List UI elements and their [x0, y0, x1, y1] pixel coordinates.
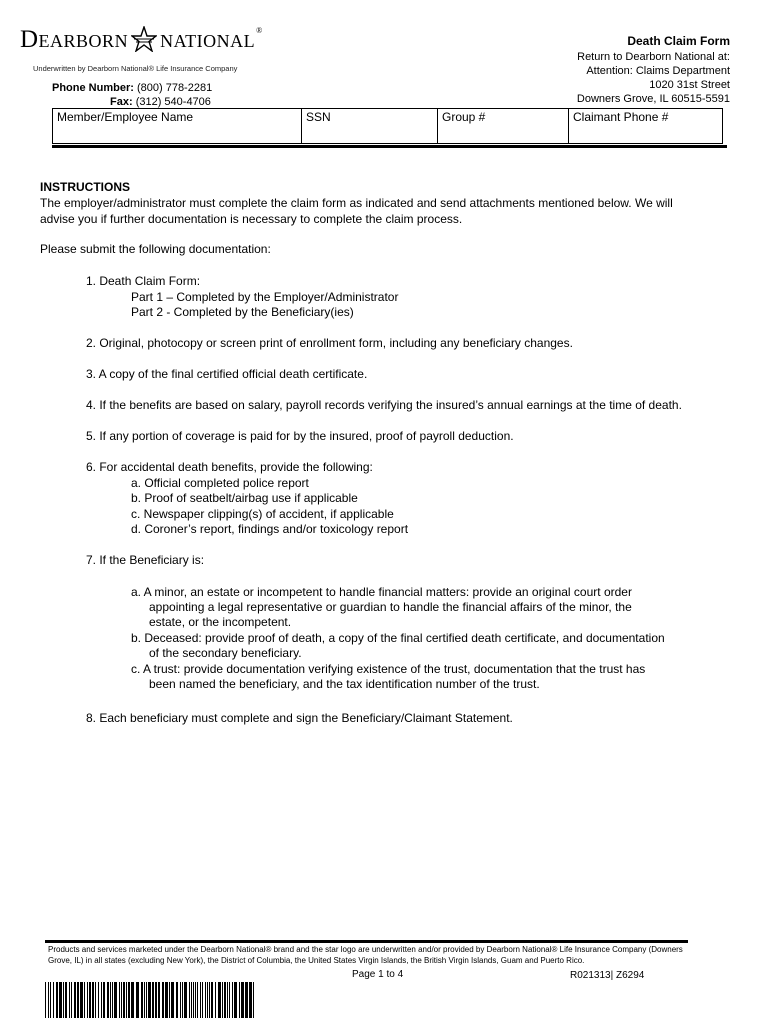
footer-divider — [45, 940, 688, 943]
sub-item: c. Newspaper clipping(s) of accident, if applicable — [131, 507, 394, 521]
sub-item: a. Official completed police report — [131, 476, 309, 490]
return-line: Return to Dearborn National at: — [577, 51, 730, 63]
return-line: Downers Grove, IL 60515-5591 — [576, 93, 730, 105]
list-item: 1. Death Claim Form: — [86, 274, 201, 288]
list-item: 6. For accidental death benefits, provide the following: — [86, 460, 373, 474]
list-item: 5. If any portion of coverage is paid for by the insured, proof of payroll deduction. — [86, 429, 514, 443]
sub-item-continued: been named the beneficiary, and the tax identification number of the trust. — [149, 677, 540, 691]
sub-item-continued: of the secondary beneficiary. — [149, 646, 302, 660]
return-line: 1020 31st Street — [649, 79, 730, 91]
logo-text-right: national — [160, 26, 256, 53]
page-number: Page 1 to 4 — [352, 969, 404, 980]
fax-value: (312) 540-4706 — [135, 96, 211, 108]
sub-item-continued: estate, or the incompetent. — [149, 615, 292, 629]
instructions-title: INSTRUCTIONS — [40, 180, 130, 194]
list-item: 7. If the Beneficiary is: — [86, 553, 205, 567]
sub-item: a. A minor, an estate or incompetent to handle financial matters: provide an original court order — [131, 585, 632, 599]
sub-item: b. Proof of seatbelt/airbag use if applicable — [131, 491, 358, 505]
phone-line — [52, 82, 212, 94]
member-name-label: Member/Employee Name — [57, 110, 194, 124]
intro-line: advise you if further documentation is necessary to complete the claim process. — [40, 212, 463, 226]
return-address-block — [577, 34, 730, 106]
divider — [52, 145, 727, 148]
form-title: Death Claim Form — [627, 34, 730, 48]
fax-label: Fax: — [110, 96, 133, 108]
phone-value: (800) 778-2281 — [136, 82, 213, 94]
sub-item: Part 2 - Completed by the Beneficiary(ies) — [131, 305, 354, 319]
star-logo-icon — [131, 26, 157, 52]
claimant-phone-label: Claimant Phone # — [573, 110, 669, 124]
phone-label: Phone Number: — [52, 82, 134, 94]
group-number-field[interactable] — [438, 109, 569, 143]
intro-line: The employer/administrator must complete the claim form as indicated and send attachments mentioned below. We will — [40, 196, 673, 210]
list-item: 4. If the benefits are based on salary, payroll records verifying the insured’s annual earnings at the time of death. — [86, 398, 682, 412]
group-number-label: Group # — [442, 110, 486, 124]
sub-item: Part 1 – Completed by the Employer/Administrator — [131, 290, 399, 304]
list-item: 2. Original, photocopy or screen print of enrollment form, including any beneficiary changes. — [86, 336, 573, 350]
sub-item: d. Coroner’s report, findings and/or toxicology report — [131, 522, 409, 536]
footer-disclaimer: Products and services marketed under the Dearborn National® brand and the star logo are underwritten and/or provided by Dearborn National® Life Insurance Company (Downers Grove, IL) in all states (excluding New York), the District of Columbia, the United States Virgin Islands, the British Virgin Islands, Guam and Puerto Rico. — [48, 945, 683, 965]
fax-line — [110, 96, 211, 108]
list-item: 8. Each beneficiary must complete and sign the Beneficiary/Claimant Statement. — [86, 711, 513, 725]
underwritten-by: Underwritten by Dearborn National® Life Insurance Company — [33, 64, 238, 73]
sub-item-continued: appointing a legal representative or guardian to handle the financial affairs of the minor, the — [149, 600, 632, 614]
ssn-label: SSN — [306, 110, 331, 124]
return-line: Attention: Claims Department — [586, 65, 730, 77]
logo-text-left: Dearborn — [20, 26, 129, 53]
submit-line: Please submit the following documentation: — [40, 242, 271, 256]
ssn-field[interactable] — [302, 109, 438, 143]
claimant-phone-field[interactable] — [569, 109, 722, 143]
list-item: 3. A copy of the final certified official death certificate. — [86, 367, 368, 381]
claimant-info-table — [52, 108, 723, 144]
sub-item: b. Deceased: provide proof of death, a copy of the final certified death certificate, and documentation — [131, 631, 665, 645]
form-code: R021313| Z6294 — [570, 970, 645, 981]
member-name-field[interactable] — [53, 109, 302, 143]
company-logo — [20, 26, 263, 54]
registered-mark: ® — [256, 26, 263, 35]
barcode-icon — [45, 982, 258, 1018]
sub-item: c. A trust: provide documentation verifying existence of the trust, documentation that the trust has — [131, 662, 646, 676]
